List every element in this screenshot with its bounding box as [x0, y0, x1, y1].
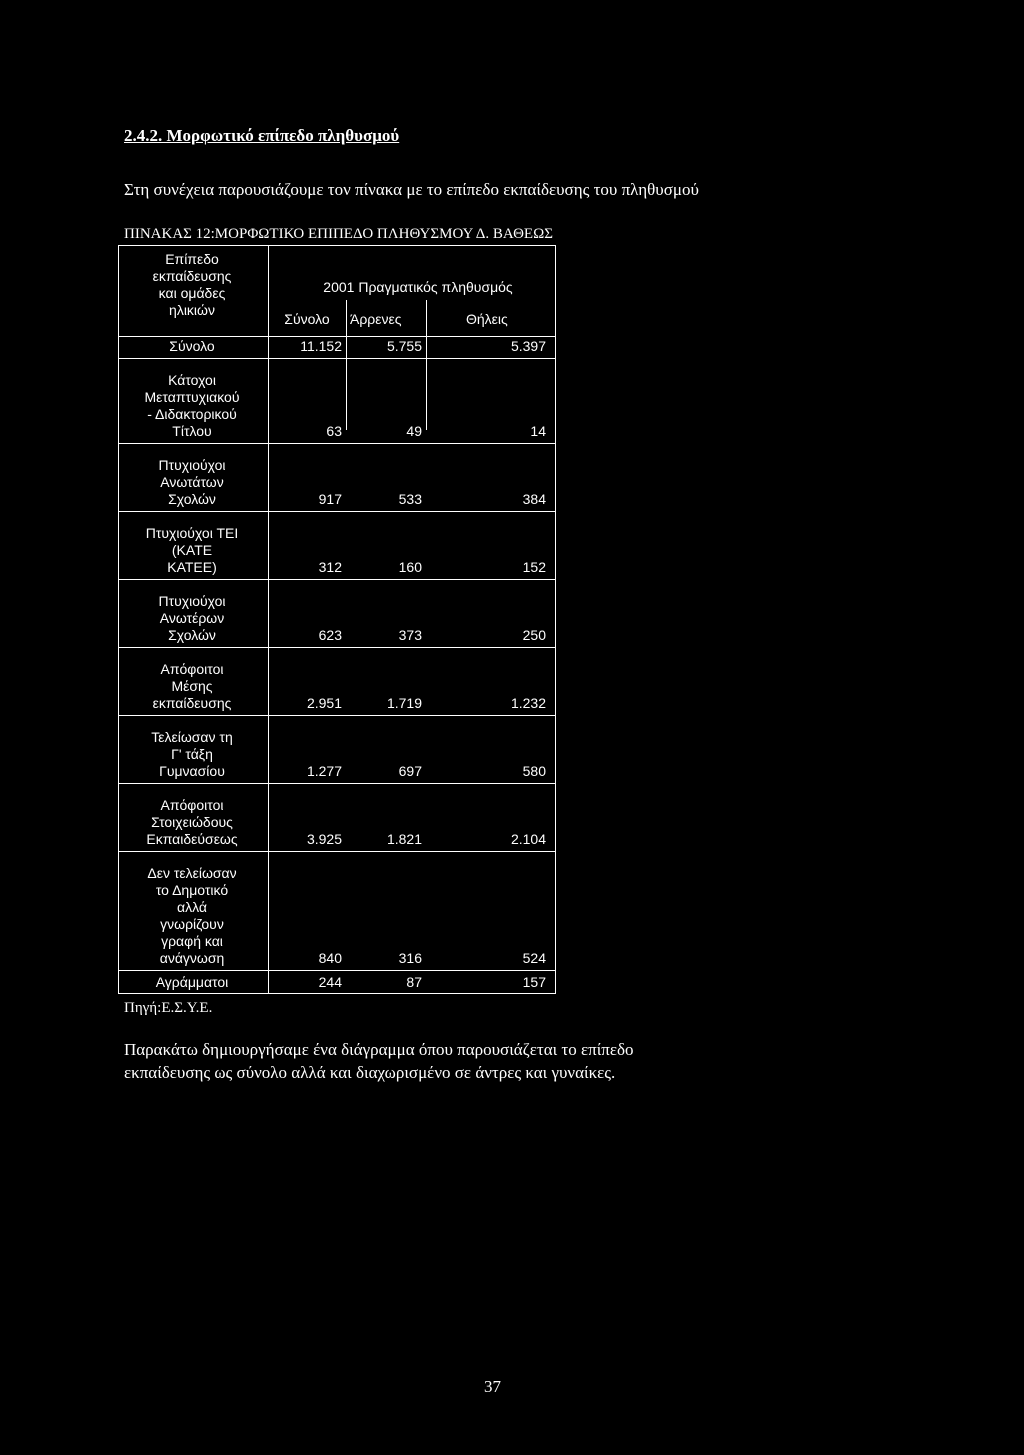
row-label-line: Απόφοιτοι	[160, 797, 224, 813]
value-total: 244	[318, 974, 342, 990]
section-title: 2.4.2. Μορφωτικό επίπεδο πληθυσμού	[124, 126, 400, 145]
row-label-line: ΚΑΤΕΕ)	[167, 559, 217, 575]
column-divider-male	[426, 300, 427, 430]
row-divider	[118, 358, 556, 359]
header-col-male: Άρρενες	[350, 311, 402, 327]
value-total: 1.277	[306, 763, 342, 779]
table-border-top	[118, 245, 556, 246]
row-label-line: αλλά	[177, 899, 207, 915]
education-table	[118, 245, 556, 994]
paragraph-line-2: εκπαίδευσης ως σύνολο αλλά και διαχωρισμένο σε άντρες και γυναίκες.	[124, 1063, 616, 1082]
row-label-line: Τελείωσαν τη	[151, 729, 233, 745]
header-row-label-line: και ομάδες	[158, 285, 226, 301]
row-divider	[118, 443, 556, 444]
value-total: 623	[318, 627, 342, 643]
row-label-line: Κάτοχοι	[168, 372, 216, 388]
row-label-line: Γ' τάξη	[171, 746, 213, 762]
table-border-bottom	[118, 993, 556, 994]
row-label-line: Ανωτέρων	[159, 610, 225, 626]
value-total: 2.951	[306, 695, 342, 711]
value-female: 384	[522, 491, 546, 507]
value-male: 49	[406, 423, 422, 439]
value-female: 5.397	[510, 338, 546, 354]
value-female: 2.104	[510, 831, 546, 847]
row-label-line: - Διδακτορικού	[147, 406, 237, 422]
row-divider	[118, 970, 556, 971]
header-row-label-line: εκπαίδευσης	[152, 268, 232, 284]
value-male: 1.821	[386, 831, 422, 847]
row-label-line: Στοιχειώδους	[151, 814, 233, 830]
value-male: 5.755	[386, 338, 422, 354]
row-label-line: γραφή και	[161, 933, 223, 949]
row-label-line: Μεταπτυχιακού	[144, 389, 240, 405]
value-total: 917	[318, 491, 342, 507]
header-col-female: Θήλεις	[466, 311, 508, 327]
row-label-line: το Δημοτικό	[155, 882, 229, 898]
row-divider	[118, 647, 556, 648]
table-caption: ΠΙΝΑΚΑΣ 12:ΜΟΡΦΩΤΙΚΟ ΕΠΙΠΕΔΟ ΠΛΗΘΥΣΜΟΥ Δ. ΒΑΘΕΩΣ	[124, 226, 553, 242]
value-female: 14	[530, 423, 546, 439]
row-divider	[118, 579, 556, 580]
value-female: 1.232	[510, 695, 546, 711]
row-label-line: εκπαίδευσης	[152, 695, 232, 711]
row-label-line: Τίτλου	[172, 423, 212, 439]
row-label-line: Δεν τελείωσαν	[147, 865, 237, 881]
row-divider	[118, 783, 556, 784]
row-label-line: Πτυχιούχοι	[158, 593, 226, 609]
value-male: 533	[398, 491, 422, 507]
value-female: 152	[522, 559, 546, 575]
row-label-line: Μέσης	[171, 678, 213, 694]
row-label-line: Γυμνασίου	[159, 763, 225, 779]
header-row-label-line: Επίπεδο	[165, 251, 219, 267]
row-label-line: Σχολών	[168, 491, 216, 507]
row-label-line: Σχολών	[168, 627, 216, 643]
source-note: Πηγή:Ε.Σ.Υ.Ε.	[124, 1000, 213, 1016]
row-label-line: Πτυχιούχοι	[158, 457, 226, 473]
value-female: 524	[522, 950, 546, 966]
value-female: 250	[522, 627, 546, 643]
row-label-line: γνωρίζουν	[160, 916, 224, 932]
value-total: 11.152	[300, 338, 342, 354]
header-group-title: 2001 Πραγματικός πληθυσμός	[323, 279, 513, 295]
row-label-line: Αγράμματοι	[155, 974, 229, 990]
row-divider	[118, 336, 556, 337]
row-label-line: Πτυχιούχοι ΤΕΙ	[145, 525, 239, 541]
value-female: 157	[522, 974, 546, 990]
value-male: 1.719	[386, 695, 422, 711]
row-label-line: Σύνολο	[169, 338, 215, 354]
page-number: 37	[484, 1377, 501, 1396]
row-divider	[118, 851, 556, 852]
row-divider	[118, 715, 556, 716]
value-male: 373	[398, 627, 422, 643]
header-col-total: Σύνολο	[284, 311, 330, 327]
value-male: 87	[406, 974, 422, 990]
value-total: 840	[318, 950, 342, 966]
row-label-line: (ΚΑΤΕ	[171, 542, 213, 558]
row-divider	[118, 511, 556, 512]
value-male: 697	[398, 763, 422, 779]
row-label-line: ανάγνωση	[159, 950, 225, 966]
value-male: 160	[398, 559, 422, 575]
header-row-label-line: ηλικιών	[169, 302, 215, 318]
column-divider-total	[346, 300, 347, 430]
row-label-line: Εκπαιδεύσεως	[146, 831, 238, 847]
intro-text: Στη συνέχεια παρουσιάζουμε τον πίνακα με το επίπεδο εκπαίδευσης του πληθυσμού	[124, 180, 699, 199]
row-label-line: Απόφοιτοι	[160, 661, 224, 677]
row-label-line: Ανωτάτων	[160, 474, 224, 490]
paragraph-line-1: Παρακάτω δημιουργήσαμε ένα διάγραμμα όπου παρουσιάζεται το επίπεδο	[124, 1040, 634, 1059]
value-total: 63	[326, 423, 342, 439]
value-male: 316	[398, 950, 422, 966]
value-total: 3.925	[306, 831, 342, 847]
value-female: 580	[522, 763, 546, 779]
value-total: 312	[318, 559, 342, 575]
